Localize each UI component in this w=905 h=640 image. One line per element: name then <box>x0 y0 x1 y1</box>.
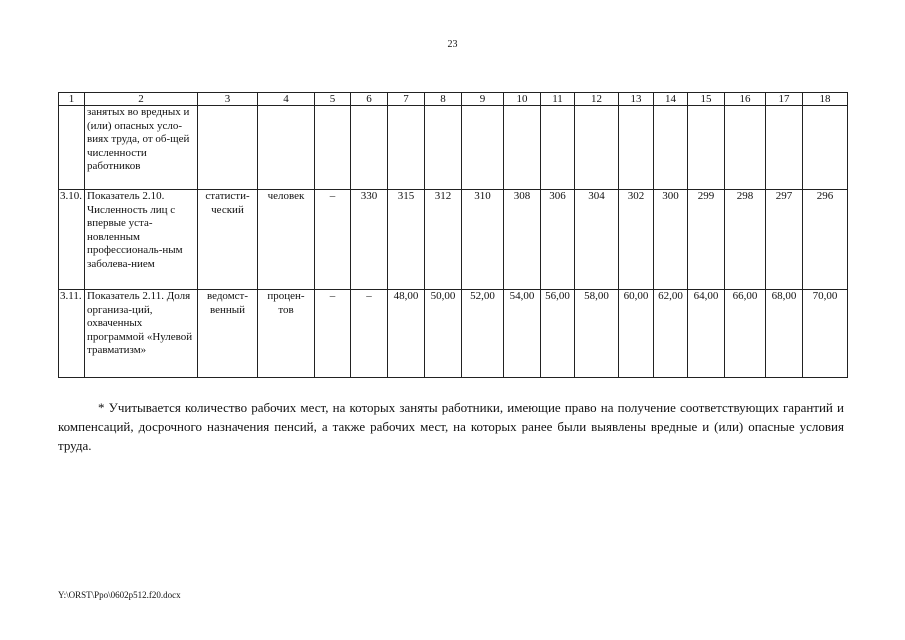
header-cell: 10 <box>504 93 541 106</box>
value-cell <box>541 106 575 190</box>
data-source: ведомст-венный <box>198 290 258 378</box>
value-cell: 297 <box>766 190 803 290</box>
header-cell: 14 <box>654 93 688 106</box>
value-cell: 52,00 <box>462 290 504 378</box>
value-cell <box>619 106 654 190</box>
value-cell: 310 <box>462 190 504 290</box>
value-cell <box>388 106 425 190</box>
indicator-name: Показатель 2.10. Численность лиц с впервые уста-новленным профессиональ-ным заболева-нием <box>85 190 198 290</box>
value-cell: 304 <box>575 190 619 290</box>
value-cell: 330 <box>351 190 388 290</box>
value-cell: 54,00 <box>504 290 541 378</box>
value-cell: 62,00 <box>654 290 688 378</box>
value-cell <box>425 106 462 190</box>
value-cell: 50,00 <box>425 290 462 378</box>
value-cell: – <box>315 290 351 378</box>
row-number: 3.11. <box>59 290 85 378</box>
value-cell: 300 <box>654 190 688 290</box>
header-cell: 16 <box>725 93 766 106</box>
indicator-name: Показатель 2.11. Доля организа-ций, охваченных программой «Нулевой травматизм» <box>85 290 198 378</box>
value-cell <box>315 106 351 190</box>
value-cell: 58,00 <box>575 290 619 378</box>
unit: процен-тов <box>258 290 315 378</box>
header-cell: 7 <box>388 93 425 106</box>
data-source <box>198 106 258 190</box>
table-row <box>59 106 848 190</box>
header-cell: 15 <box>688 93 725 106</box>
value-cell <box>725 106 766 190</box>
header-cell: 18 <box>803 93 848 106</box>
value-cell: 298 <box>725 190 766 290</box>
indicator-name: занятых во вредных и (или) опасных усло-виях труда, от об-щей численности работников <box>85 106 198 190</box>
header-cell: 12 <box>575 93 619 106</box>
value-cell: 68,00 <box>766 290 803 378</box>
indicators-table <box>58 92 848 378</box>
table-header-row <box>59 93 848 106</box>
header-cell: 2 <box>85 93 198 106</box>
header-cell: 4 <box>258 93 315 106</box>
value-cell: 56,00 <box>541 290 575 378</box>
value-cell: 312 <box>425 190 462 290</box>
row-number <box>59 106 85 190</box>
value-cell: 64,00 <box>688 290 725 378</box>
value-cell: 306 <box>541 190 575 290</box>
unit: человек <box>258 190 315 290</box>
footnote: * Учитывается количество рабочих мест, на которых заняты работники, имеющие право на получение соответствующих гарантий и компенсаций, досрочного назначения пенсий, а также рабочих мест, на которых ранее были выявлены вредные и (или) опасные условия труда. <box>58 400 844 453</box>
value-cell <box>688 106 725 190</box>
table-row <box>59 190 848 290</box>
header-cell: 8 <box>425 93 462 106</box>
file-path: Y:\ORST\Ppo\0602p512.f20.docx <box>58 590 181 600</box>
page-number: 23 <box>447 39 458 50</box>
value-cell: 308 <box>504 190 541 290</box>
value-cell: 302 <box>619 190 654 290</box>
data-source: статисти-ческий <box>198 190 258 290</box>
value-cell: 66,00 <box>725 290 766 378</box>
value-cell <box>575 106 619 190</box>
value-cell: 299 <box>688 190 725 290</box>
header-cell: 13 <box>619 93 654 106</box>
header-cell: 3 <box>198 93 258 106</box>
value-cell <box>504 106 541 190</box>
header-cell: 9 <box>462 93 504 106</box>
value-cell <box>654 106 688 190</box>
header-cell: 1 <box>59 93 85 106</box>
value-cell: 296 <box>803 190 848 290</box>
header-cell: 11 <box>541 93 575 106</box>
value-cell <box>462 106 504 190</box>
value-cell <box>803 106 848 190</box>
value-cell: 48,00 <box>388 290 425 378</box>
header-cell: 6 <box>351 93 388 106</box>
table-row <box>59 290 848 378</box>
value-cell: 315 <box>388 190 425 290</box>
header-cell: 17 <box>766 93 803 106</box>
value-cell: 70,00 <box>803 290 848 378</box>
value-cell: – <box>315 190 351 290</box>
value-cell: – <box>351 290 388 378</box>
value-cell <box>766 106 803 190</box>
value-cell: 60,00 <box>619 290 654 378</box>
header-cell: 5 <box>315 93 351 106</box>
row-number: 3.10. <box>59 190 85 290</box>
unit <box>258 106 315 190</box>
value-cell <box>351 106 388 190</box>
